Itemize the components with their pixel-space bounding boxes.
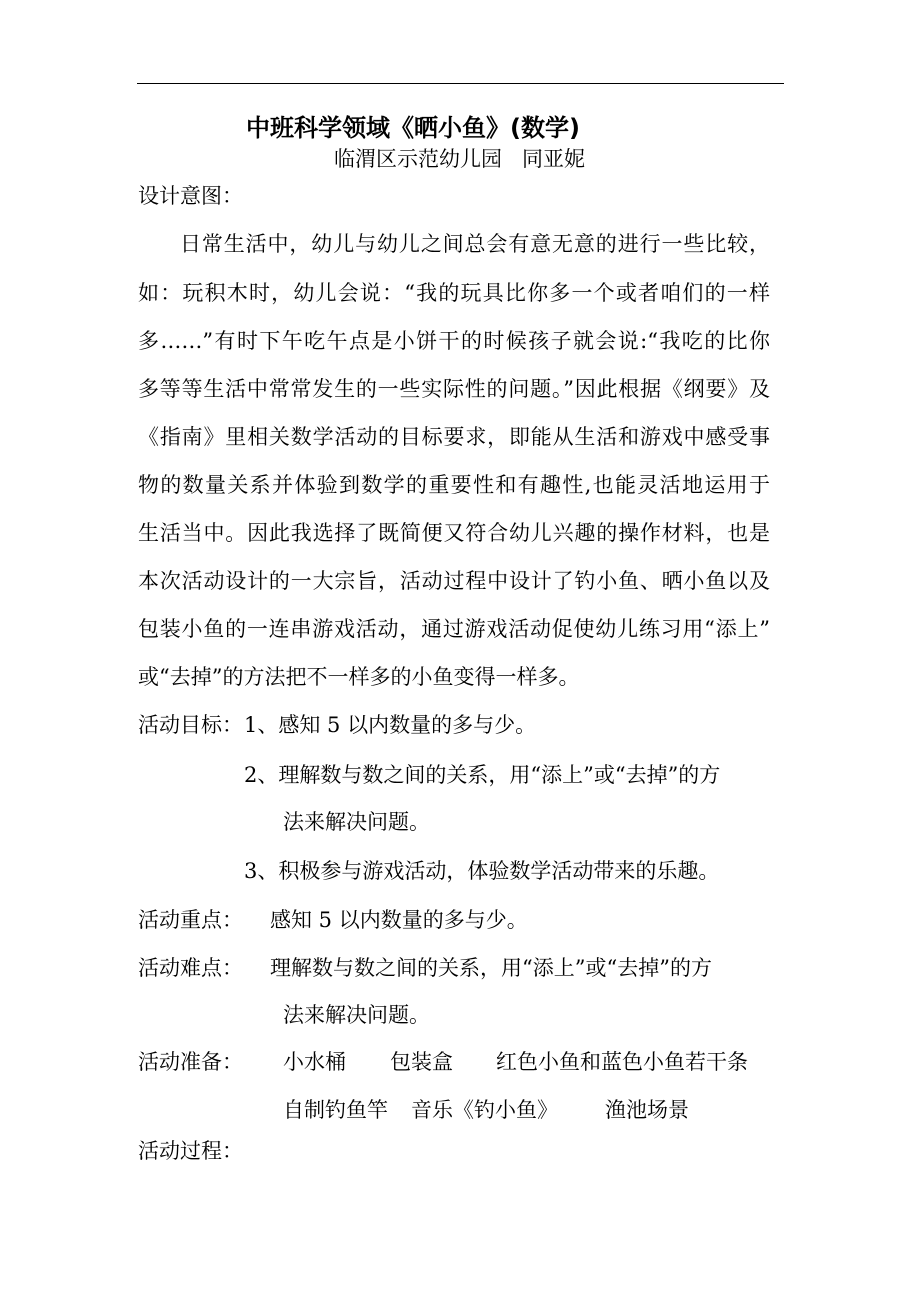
- process-label: 活动过程：: [138, 1139, 243, 1163]
- prep-item: 自制钓鱼竿: [283, 1098, 388, 1122]
- difficulty-text-continuation: 法来解决问题。: [283, 1003, 430, 1027]
- prep-item: 渔池场景: [605, 1098, 689, 1122]
- prep-item: 小水桶: [283, 1050, 346, 1074]
- design-paragraph-line: 本次活动设计的一大宗旨，活动过程中设计了钓小鱼、晒小鱼以及: [138, 569, 770, 593]
- design-paragraph-line: 生活当中。因此我选择了既简便又符合幼儿兴趣的操作材料，也是: [138, 521, 770, 545]
- design-paragraph-line: 日常生活中，幼儿与幼儿之间总会有意无意的进行一些比较，: [180, 232, 770, 256]
- goals-label: 活动目标：: [138, 713, 243, 737]
- goal-item: 3、积极参与游戏活动，体验数学活动带来的乐趣。: [244, 859, 720, 883]
- key-point-label: 活动重点：: [138, 908, 243, 932]
- prep-item: 音乐《钓小鱼》: [411, 1098, 558, 1122]
- header-rule: [137, 83, 784, 84]
- design-paragraph-line: 如：玩积木时，幼儿会说：“我的玩具比你多一个或者咱们的一样: [138, 281, 770, 305]
- design-paragraph-line: 多……”有时下午吃午点是小饼干的时候孩子就会说:“我吃的比你: [138, 329, 770, 353]
- goal-item-continuation: 法来解决问题。: [283, 810, 430, 834]
- document-title: 中班科学领域《晒小鱼》(数学): [246, 114, 580, 142]
- author-line: 临渭区示范幼儿园 同亚妮: [334, 147, 586, 171]
- design-paragraph-line: 包装小鱼的一连串游戏活动，通过游戏活动促使幼儿练习用“添上”: [138, 617, 770, 641]
- goal-item: 2、理解数与数之间的关系，用“添上”或“去掉”的方: [244, 763, 721, 787]
- prep-label: 活动准备：: [138, 1050, 243, 1074]
- design-paragraph-line: 多等等生活中常常发生的一些实际性的问题。”因此根据《纲要》及: [138, 377, 770, 401]
- design-paragraph-line: 《指南》里相关数学活动的目标要求，即能从生活和游戏中感受事: [138, 425, 770, 449]
- key-point-text: 感知 5 以内数量的多与少。: [270, 908, 528, 932]
- difficulty-text: 理解数与数之间的关系，用“添上”或“去掉”的方: [270, 956, 712, 980]
- design-paragraph-line: 或“去掉”的方法把不一样多的小鱼变得一样多。: [138, 665, 580, 689]
- difficulty-label: 活动难点：: [138, 956, 243, 980]
- prep-item: 包装盒: [390, 1050, 453, 1074]
- design-heading: 设计意图：: [138, 184, 243, 208]
- prep-item: 红色小鱼和蓝色小鱼若干条: [496, 1050, 748, 1074]
- goal-item: 1、感知 5 以内数量的多与少。: [244, 713, 537, 737]
- design-paragraph-line: 物的数量关系并体验到数学的重要性和有趣性,也能灵活地运用于: [138, 473, 770, 497]
